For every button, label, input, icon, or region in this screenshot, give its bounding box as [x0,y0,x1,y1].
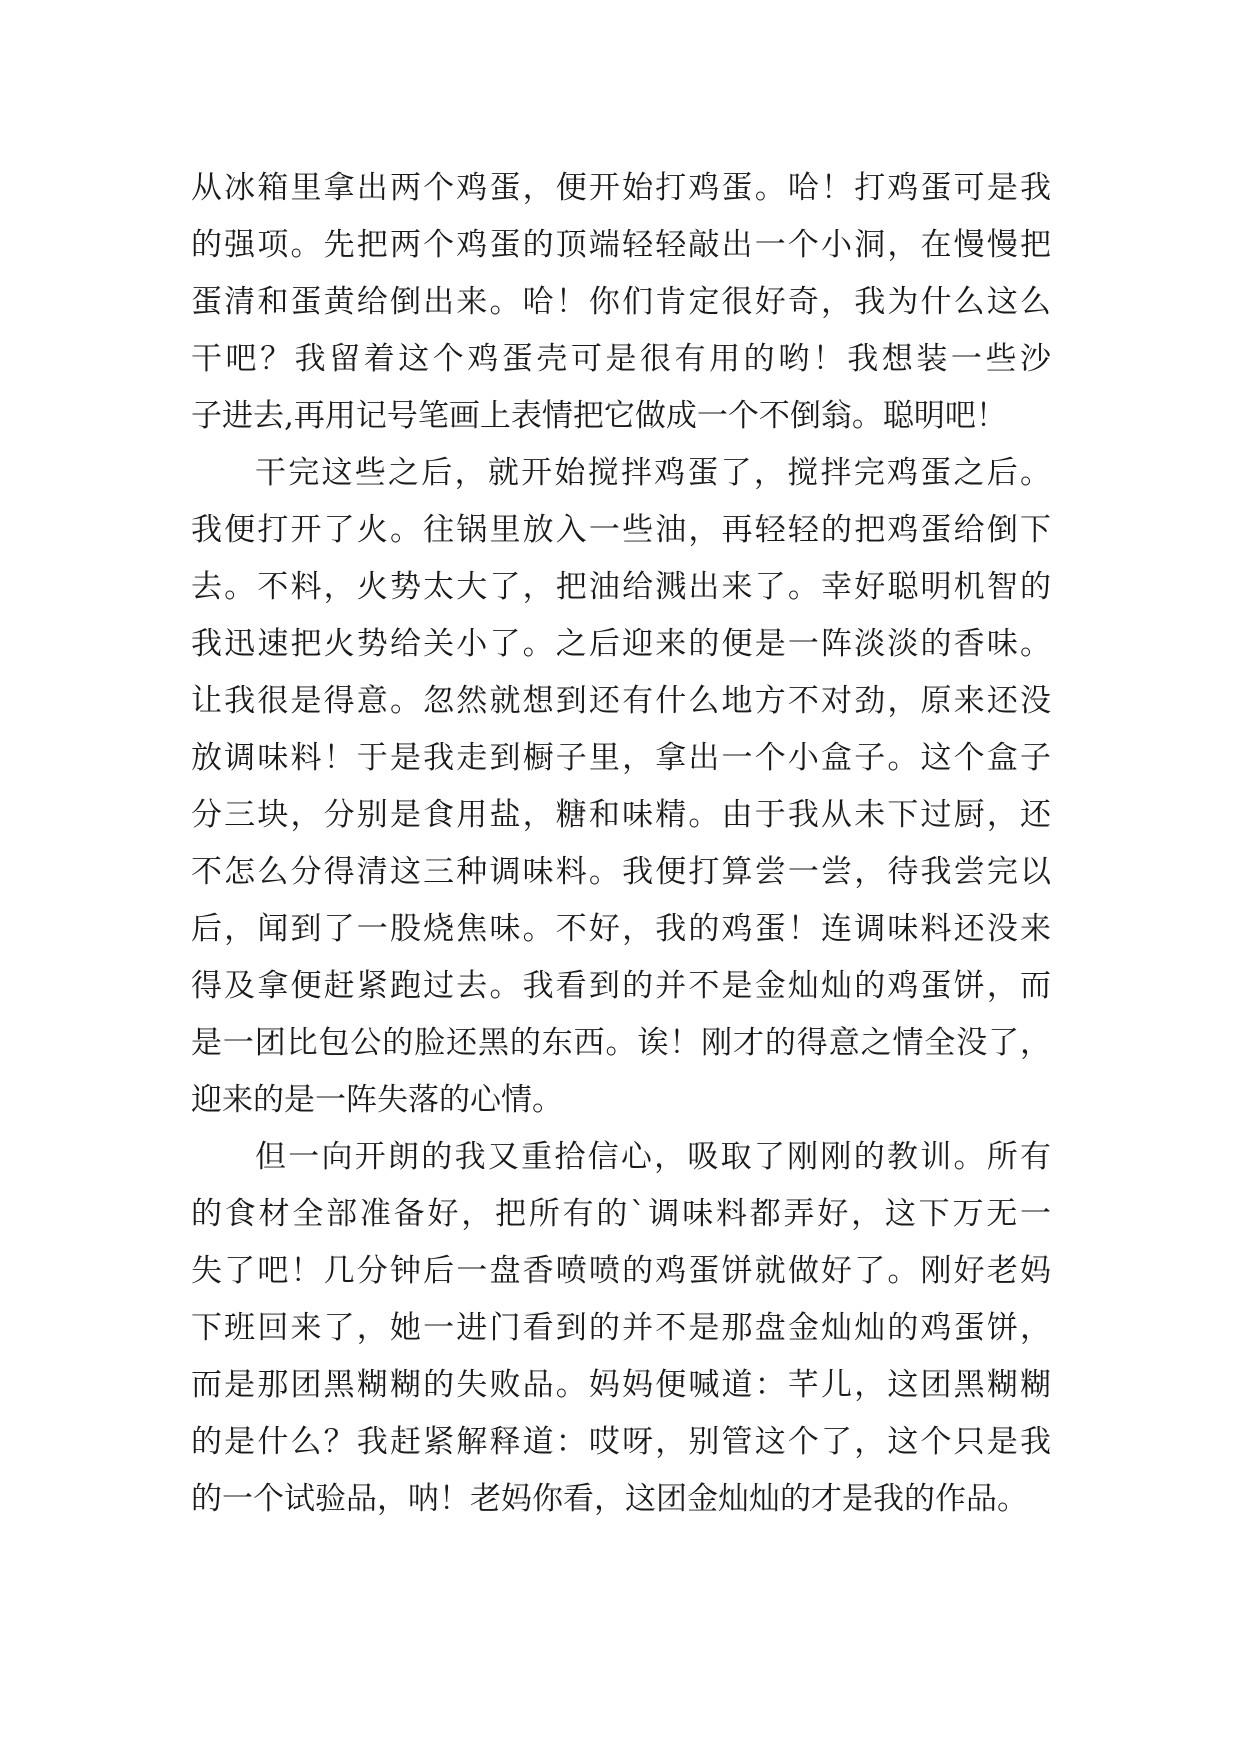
paragraph-3 [191,1129,1051,1528]
text-line: 不怎么分得清这三种调味料。我便打算尝一尝，待我尝完以 [191,854,1051,890]
text-line: 蛋清和蛋黄给倒出来。哈！你们肯定很好奇，我为什么这么 [191,284,1051,320]
text-line: 后，闻到了一股烧焦味。不好，我的鸡蛋！连调味料还没来 [191,911,1051,947]
text-line: 而是那团黑糊糊的失败品。妈妈便喊道：芊儿，这团黑糊糊 [191,1367,1051,1403]
text-line: 失了吧！几分钟后一盘香喷喷的鸡蛋饼就做好了。刚好老妈 [191,1253,1051,1289]
paragraph-2 [191,445,1051,1129]
text-line: 从冰箱里拿出两个鸡蛋，便开始打鸡蛋。哈！打鸡蛋可是我 [191,170,1051,206]
text-line: 干吧？我留着这个鸡蛋壳可是很有用的哟！我想装一些沙 [191,341,1051,377]
paragraph-1 [191,160,1051,445]
text-line: 的食材全部准备好，把所有的`调味料都弄好，这下万无一 [191,1196,1051,1232]
text-line: 放调味料！于是我走到橱子里，拿出一个小盒子。这个盒子 [191,740,1051,776]
text-line: 得及拿便赶紧跑过去。我看到的并不是金灿灿的鸡蛋饼，而 [191,968,1051,1004]
text-line: 但一向开朗的我又重拾信心，吸取了刚刚的教训。所有 [255,1139,1051,1175]
text-line: 是一团比包公的脸还黑的东西。诶！刚才的得意之情全没了， [191,1025,1051,1061]
text-line: 的一个试验品，呐！老妈你看，这团金灿灿的才是我的作品。 [191,1481,1028,1517]
body-text [191,160,1051,1528]
text-line: 下班回来了，她一进门看到的并不是那盘金灿灿的鸡蛋饼， [191,1310,1051,1346]
text-line: 去。不料，火势太大了，把油给溅出来了。幸好聪明机智的 [191,569,1051,605]
text-line: 的是什么？我赶紧解释道：哎呀，别管这个了，这个只是我 [191,1424,1051,1460]
text-line: 我迅速把火势给关小了。之后迎来的便是一阵淡淡的香味。 [191,626,1051,662]
text-line: 分三块，分别是食用盐，糖和味精。由于我从未下过厨，还 [191,797,1051,833]
text-line: 干完这些之后，就开始搅拌鸡蛋了，搅拌完鸡蛋之后。 [255,455,1051,491]
text-line: 让我很是得意。忽然就想到还有什么地方不对劲，原来还没 [191,683,1051,719]
text-line: 我便打开了火。往锅里放入一些油，再轻轻的把鸡蛋给倒下 [191,512,1051,548]
text-line: 迎来的是一阵失落的心情。 [191,1082,563,1118]
text-line: 子进去,再用记号笔画上表情把它做成一个不倒翁。聪明吧！ [191,398,1007,434]
text-line: 的强项。先把两个鸡蛋的顶端轻轻敲出一个小洞，在慢慢把 [191,227,1051,263]
